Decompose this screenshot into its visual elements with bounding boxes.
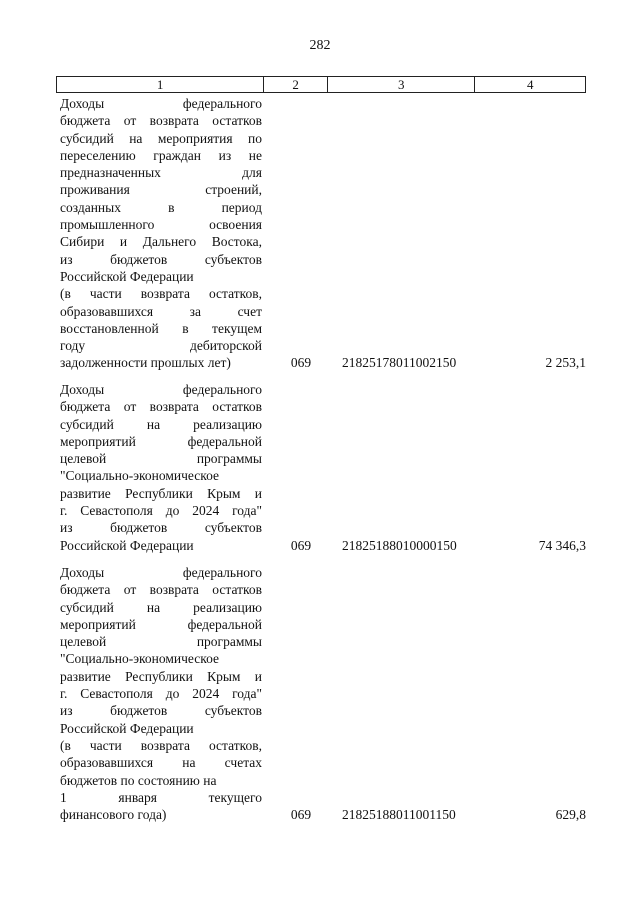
description-line: "Социально-экономическое [60,468,219,484]
description-line: предназначенных для [60,165,262,181]
row-description [60,564,262,823]
description-line: образовавшихся на счетах [60,755,262,771]
description-line: Доходы федерального [60,382,262,397]
description-line: Доходы федерального [60,565,262,580]
table-row [60,381,586,554]
description-line: Российской Федерации [60,268,194,284]
description-line: образовавшихся за счет [60,303,262,319]
description-line: 1 января текущего [60,789,262,805]
description-line: бюджета от возврата остатков [60,582,262,598]
row-description [60,381,262,554]
description-line: целевой программы [60,634,262,650]
description-line: субсидий на мероприятия по [60,130,262,146]
amount-value: 2 253,1 [545,355,586,371]
description-line: мероприятий федеральной [60,433,262,449]
description-line: субсидий на реализацию [60,599,262,615]
description-line: из бюджетов субъектов [60,520,262,536]
table-row [60,564,586,823]
column-header-4: 4 [526,77,534,92]
description-line: восстановленной в текущем [60,320,262,336]
description-line: году дебиторской [60,338,262,354]
description-line: (в части возврата остатков, [60,737,262,753]
description-line: Российской Федерации [60,537,194,553]
description-line: развитие Республики Крым и [60,485,262,501]
admin-code: 069 [290,355,312,371]
column-header-3: 3 [328,77,475,92]
description-line: г. Севастополя до 2024 года" [60,686,262,702]
amount-value: 74 346,3 [538,537,586,553]
row-description [60,95,262,372]
budget-classification-code: 21825188011001150 [342,807,456,823]
description-line: Российской Федерации [60,720,194,736]
description-line: Доходы федерального [60,96,262,111]
page-number: 282 [309,38,331,53]
description-line: бюджетов по состоянию на [60,772,217,788]
description-line: "Социально-экономическое [60,651,219,667]
column-header-2: 2 [264,77,328,92]
table-row [60,95,586,372]
description-line: созданных в период [60,199,262,215]
description-line: г. Севастополя до 2024 года" [60,503,262,519]
description-line: субсидий на реализацию [60,416,262,432]
row-codes [60,537,586,554]
row-codes [60,806,586,823]
admin-code: 069 [290,537,312,553]
description-line: бюджета от возврата остатков [60,113,262,129]
description-line: задолженности прошлых лет) [60,355,231,371]
description-line: развитие Республики Крым и [60,668,262,684]
description-line: финансового года) [60,807,167,823]
description-line: (в части возврата остатков, [60,286,262,302]
description-line: из бюджетов субъектов [60,251,262,267]
description-line: промышленного освоения [60,217,262,233]
table-header-row [56,76,586,93]
description-line: мероприятий федеральной [60,616,262,632]
description-line: целевой программы [60,451,262,467]
description-line: переселению граждан из не [60,147,262,163]
column-header-1: 1 [57,77,264,92]
amount-value: 629,8 [555,807,586,823]
description-line: из бюджетов субъектов [60,703,262,719]
budget-classification-code: 21825178011002150 [342,355,457,371]
description-line: Сибири и Дальнего Востока, [60,234,262,250]
budget-classification-code: 21825188010000150 [342,537,457,553]
row-codes [60,354,586,371]
admin-code: 069 [290,807,312,823]
description-line: бюджета от возврата остатков [60,399,262,415]
description-line: проживания строений, [60,182,262,198]
